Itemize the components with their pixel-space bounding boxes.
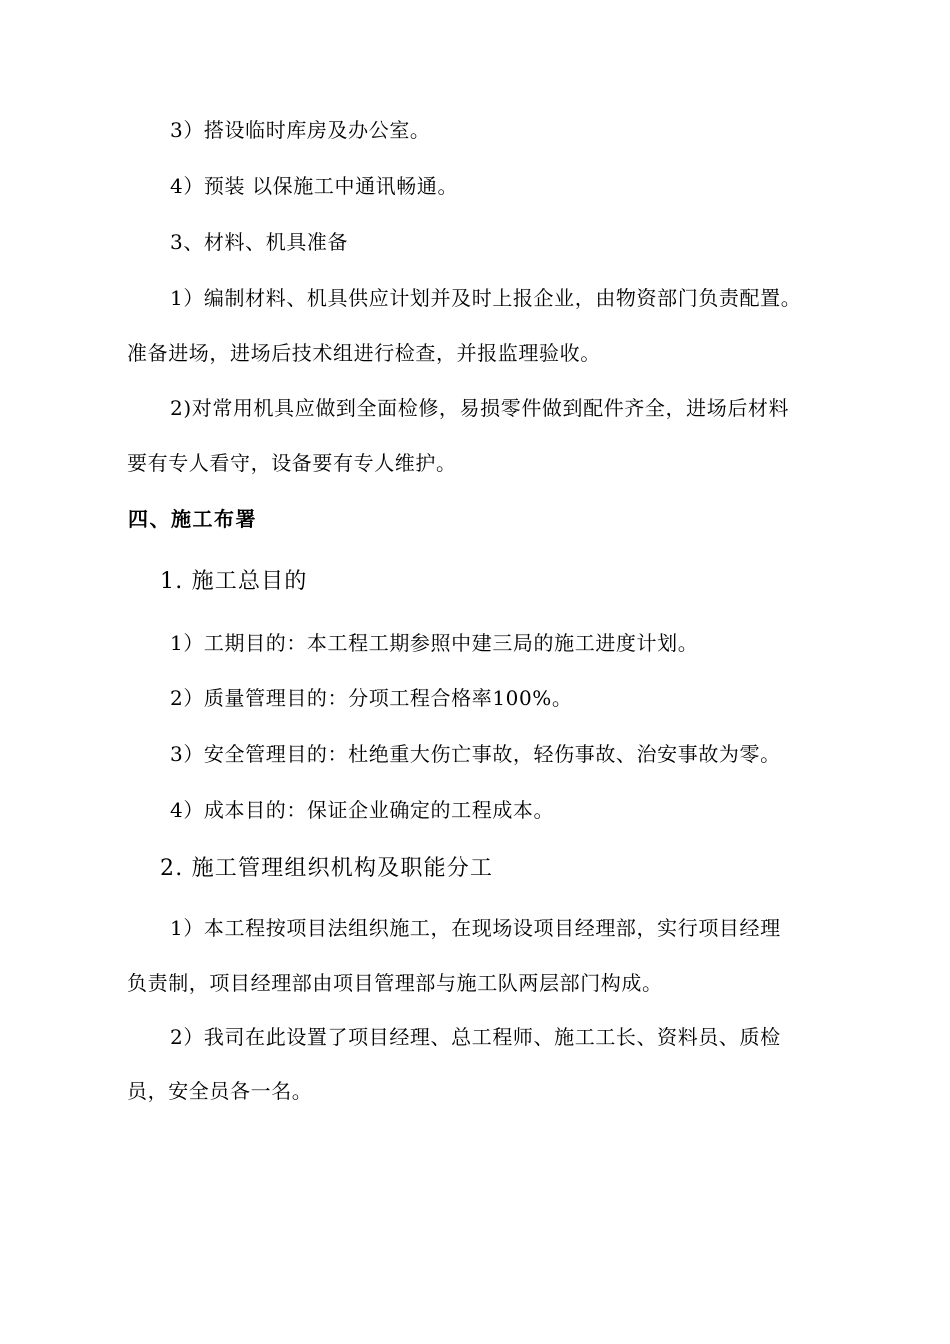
paragraph-materials-plan-continued: 准备进场，进场后技术组进行检查，并报监理验收。 [127,341,601,365]
paragraph-staff-setup: 2）我司在此设置了项目经理、总工程师、施工工长、资料员、质检 [170,1025,781,1049]
paragraph-safety-objective: 3）安全管理目的：杜绝重大伤亡事故，轻伤事故、治安事故为零。 [170,742,781,766]
paragraph-quality-objective: 2）质量管理目的：分项工程合格率100%。 [170,686,573,710]
paragraph-item-4-preinstall: 4）预装 以保施工中通讯畅通。 [170,174,459,198]
section-heading-materials: 3、材料、机具准备 [170,230,349,254]
paragraph-equipment-maintenance: 2)对常用机具应做到全面检修，易损零件做到配件齐全，进场后材料 [170,396,790,420]
paragraph-schedule-objective: 1）工期目的：本工程工期参照中建三局的施工进度计划。 [170,631,699,655]
paragraph-item-3-temporary-warehouse: 3）搭设临时库房及办公室。 [170,118,431,142]
chapter-heading-construction-layout: 四、施工布署 [128,507,257,531]
paragraph-equipment-maintenance-continued: 要有专人看守，设备要有专人维护。 [127,451,457,475]
paragraph-materials-plan: 1）编制材料、机具供应计划并及时上报企业，由物资部门负责配置。 [170,286,802,310]
paragraph-cost-objective: 4）成本目的：保证企业确定的工程成本。 [170,798,555,822]
paragraph-staff-setup-continued: 员，安全员各一名。 [127,1079,313,1103]
section-heading-general-objective: 1. 施工总目的 [160,569,308,594]
section-heading-organization: 2. 施工管理组织机构及职能分工 [160,856,494,881]
paragraph-project-management: 1）本工程按项目法组织施工，在现场设项目经理部，实行项目经理 [170,916,781,940]
paragraph-project-management-continued: 负责制，项目经理部由项目管理部与施工队两层部门构成。 [127,971,663,995]
